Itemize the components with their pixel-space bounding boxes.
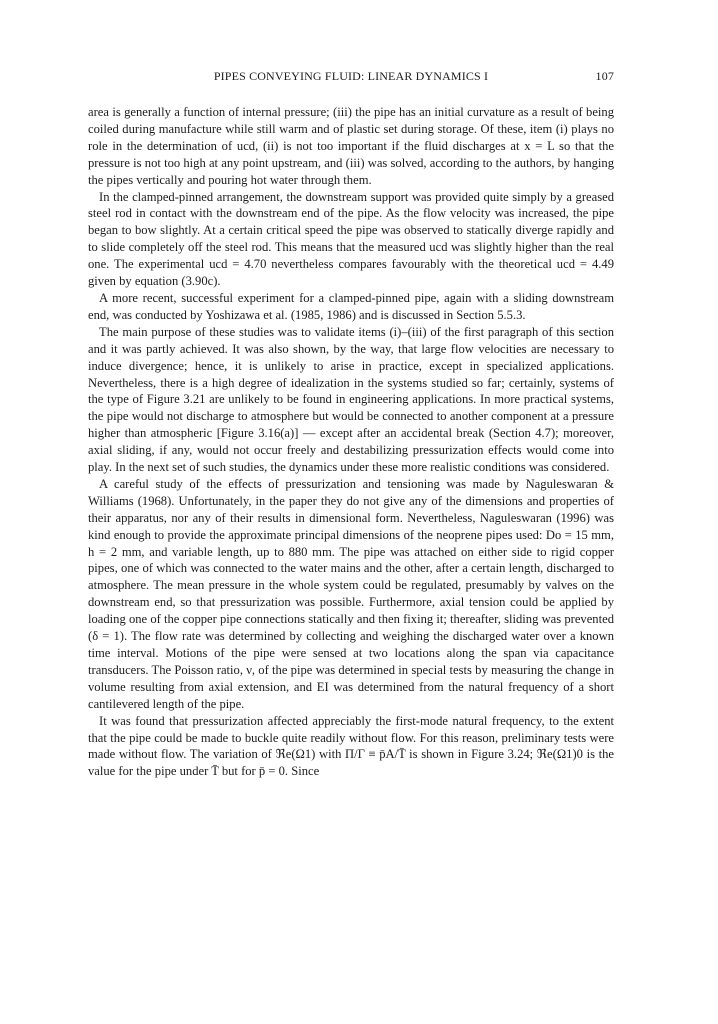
- paragraph-6: It was found that pressurization affected appreciably the first-mode natural frequency, to the extent that the pipe could be made to buckle quite readily without flow. For this reason, preliminary tests were made without flow. The variation of ℜe(Ω1) with Π/Γ ≡ p̄A/T̄ is shown in Figure 3.24; ℜe(Ω1)0 is the value for the pipe under T̄ but for p̄ = 0. Since: [88, 713, 614, 779]
- book-page: [88, 68, 614, 780]
- running-title: PIPES CONVEYING FLUID: LINEAR DYNAMICS I: [213, 69, 489, 83]
- paragraph-2: In the clamped-pinned arrangement, the downstream support was provided quite simply by a greased steel rod in contact with the downstream end of the pipe. As the flow velocity was increased, the pipe began to bow slightly. At a certain critical speed the pipe was observed to statically diverge rapidly and to slide completely off the steel rod. This means that the measured ucd was slightly higher than the real one. The experimental ucd = 4.70 nevertheless compares favourably with the theoretical ucd = 4.49 given by equation (3.90c).: [88, 189, 614, 289]
- paragraph-4: The main purpose of these studies was to validate items (i)–(iii) of the first paragraph of this section and it was partly achieved. It was also shown, by the way, that large flow velocities are necessary to induce divergence; hence, it is unlikely to arise in practice, except in specialized applications. Nevertheless, there is a high degree of idealization in the systems studied so far; certainly, systems of the type of Figure 3.21 are unlikely to be found in engineering applications. In more practical systems, the pipe would not discharge to atmosphere but would be connected to another component at a pressure higher than atmospheric [Figure 3.16(a)] — except after an accidental break (Section 4.7); moreover, axial sliding, if any, would not occur freely and destabilizing pressurization effects would come into play. In the next set of such studies, the dynamics under these more realistic conditions was considered.: [88, 324, 614, 475]
- paragraph-5: A careful study of the effects of pressurization and tensioning was made by Naguleswaran & Williams (1968). Unfortunately, in the paper they do not give any of the dimensions and properties of their apparatus, nor any of their results in dimensional form. Nevertheless, Naguleswaran (1996) was kind enough to provide the approximate principal dimensions of the neoprene pipes used: Do = 15 mm, h = 2 mm, and variable length, up to 880 mm. The pipe was attached on either side to rigid copper pipes, one of which was connected to the water mains and the other, after a certain length, discharged to atmosphere. The mean pressure in the whole system could be regulated, presumably by valves on the downstream end, so that pressurization was possible. Furthermore, axial tension could be applied by loading one of the copper pipe connections statically and then fixing it; thereafter, sliding was prevented (δ = 1). The flow rate was determined by collecting and weighing the discharged water over a known time interval. Motions of the pipe were sensed at two locations along the span via capacitance transducers. The Poisson ratio, ν, of the pipe was determined in special tests by measuring the change in volume resulting from axial extension, and EI was determined from the natural frequency of a short cantilevered length of the pipe.: [88, 476, 614, 711]
- paragraph-3: A more recent, successful experiment for a clamped-pinned pipe, again with a sliding downstream end, was conducted by Yoshizawa et al. (1985, 1986) and is discussed in Section 5.5.3.: [88, 290, 614, 322]
- paragraph-1: area is generally a function of internal pressure; (iii) the pipe has an initial curvature as a result of being coiled during manufacture while still warm and of plastic set during storage. Of these, item (i) plays no role in the determination of ucd, (ii) is not too important if the fluid discharges at x = L so that the pressure is not too high at any point upstream, and (iii) was solved, according to the authors, by hanging the pipes vertically and pouring hot water through them.: [88, 105, 614, 187]
- page-number: 107: [595, 69, 614, 83]
- running-header: [88, 68, 614, 84]
- body-text: [88, 104, 614, 780]
